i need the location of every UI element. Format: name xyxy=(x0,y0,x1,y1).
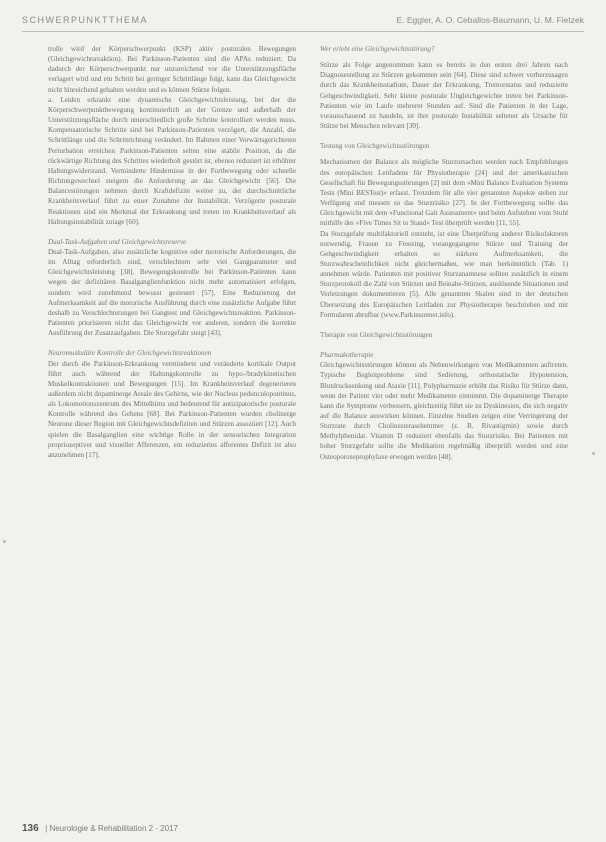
spacer xyxy=(320,340,568,350)
scan-speck xyxy=(592,452,595,455)
spacer xyxy=(48,227,296,237)
running-authors: E. Eggler, A. O. Ceballos-Baumann, U. M. Fietzek xyxy=(396,15,584,25)
page-footer xyxy=(22,818,178,836)
right-column xyxy=(320,44,568,462)
journal-citation: | Neurologie & Rehabilitation 2 · 2017 xyxy=(45,824,178,833)
page-number: 136 xyxy=(22,823,39,834)
scan-speck xyxy=(3,540,6,543)
section-tag: SCHWERPUNKTTHEMA xyxy=(22,15,149,25)
body-paragraph: Da Sturzgefahr multifaktoriell entsteht, ist eine Überprüfung anderer Risikofaktoren notwendig, Frauen zu Freezing, vorangegangene Stürze und Training der Gehgeschwindigkeit erhalten so stärkere Aufmerksamkeit, die Sturzwahrscheinlichkeit nicht gleichermaßen, wie man herkömmlich (Tab. 1) annehmen würde. Patienten mit positiver Sturzanamnese sollten zusätzlich in einem Sturzprotokoll die Zahl von Stürzen und Beinahe-Stürzen, auslösende Situationen und Verletzungen dokumentieren [5]. Alle genannten Skalen sind in der deutschen Übersetzung des Europäischen Leitfaden zur Physiotherapie beschrieben und mit Formularen abrufbar (www.Parkinsonnet.info). xyxy=(320,229,568,319)
spacer xyxy=(48,338,296,348)
subheading: Wer erlebt eine Gleichgewichtsstörung? xyxy=(320,45,435,53)
spacer xyxy=(320,320,568,330)
body-paragraph: trolle wird der Körperschwerpunkt (KSP) aktiv posturalen Bewegungen (Gleichgewichtsreaktion). Bei Parkinson-Patienten sind die APAs reduziert. Da dadurch der Körperschwerpunkt nur unzureichend vor die Unterstützungsfläche verlagert wird und ein Schritt bei geringer Schrittlänge folgt, kann das Gleichgewicht nicht hinreichend gehalten werden und es können Stürze folgen. xyxy=(48,45,296,94)
subheading: Neuromuskuläre Kontrolle der Gleichgewichtsreaktionen xyxy=(48,349,212,358)
subheading: Pharmakotherapie xyxy=(320,351,374,360)
body-paragraph: Gleichgewichtsstörungen können als Nebenwirkungen von Medikamenten auftreten. Typische Begleitprobleme sind Sedierung, orthostatische Hypotension, Blutdrucksenkung und Ataxie [11]. Polypharmazie erhöht das Risiko für Stürze dann, wenn der Patient vier oder mehr Medikamente einnimmt. Die dopaminerge Therapie kann die Symptome verbessern, gleichzeitig führt sie zu Dyskinesien, die sich negativ auf die Balance auswirken können. Einzelne Studien zeigen eine Verringerung der Sturzrate durch Cholinesterasehemmer (z. B. Rivastigmin) sowie durch Methylphenidat. Vitamin D reduziert ebenfalls das Sturzrisiko. Bei Patienten mit hoher Sturzgefahr sollte die Medikation regelmäßig überprüft werden und eine Osteoporoseprophylaxe erwogen werden [48]. xyxy=(320,361,568,461)
section-heading: Testung von Gleichgewichtsstörungen xyxy=(320,142,430,151)
body-paragraph: Dual-Task-Aufgaben, also zusätzliche kognitive oder motorische Anforderungen, die im Alltag erforderlich sind, verschlechtern sehr viel Gangparameter und Gleichgewichtsleistung [38]. Bewegungskontrolle bei Parkinson-Patienten kann wegen der defizitären Basalganglienfunktion nicht mehr automatisiert erfolgen, sondern wird zunehmend bewusst gesteuert [57]. Eine Reduzierung der Aufmerksamkeit auf die motorische Ausführung durch eine zusätzliche Aufgabe führt deshalb zu Verschlechterungen bei Gangtest und Gleichgewichtsreaktion. Parkinson-Patienten priorisieren nicht das Gleichgewicht vor anderen, sondern die korrekte Ausführung der Zusatzaufgaben. Die Sturzgefahr steigt [43]. xyxy=(48,247,296,338)
body-paragraph: Der durch die Parkinson-Erkrankung verminderte und veränderte kortikale Output führt auch während der Haltungskontrolle zu hypo-/bradykinetischen Muskelkontraktionen und Bewegungen [15]. Im Krankheitsverlauf degenerieren außerdem nicht dopaminerge Areale des Gehirns, wie der Nucleus pedunculopontinus, als Lokomotionszentrum des Mittelhirns und bedeutend für antizipatorische posturale Kontrolle während des Gehens [68]. Bei Parkinson-Patienten wurden cholinerge Neurone dieser Region mit Gleichgewichtsdefiziten und Stürzen assoziiert [12]. Auch spielen die Basalganglien eine wichtige Rolle in der sensorischen Integration propriozeptiver und visueller Afferenzen, ein reduziertes afferentes Defizit ist also anzunehmen [17]. xyxy=(48,359,296,459)
body-paragraph: a. Leiden erkrankt eine dynamische Gleichgewichtsleistung, bei der die Körperschwerpunktbewegung kontinuierlich an der Grenze und außerhalb der Unterstützungsfläche durch unterschiedlich große Schritte kontrolliert werden muss. Kompensatorische Schritte sind bei Parkinson-Patienten verzögert, die Anzahl, die Schrittlänge und die Schrittrichtung verändert. Im Rahmen einer Vorwärtsgerichteten Perturbation erreichen Parkinson-Patienten selten eine stabile Position, da die rückwärtige Richtung des Schrittes wiederholt gestört ist, ebenso reduziert ist erhöhter Haltungswiderstand. Verminderte Hindernisse in der Fortbewegung oder schnelle Richtungswechsel steigern die Anforderung an das Gleichgewicht [56]. Die Balancestörungen nehmen durch Kraftdefizite weiter zu, der durchschnittliche Krankheitsverlauf führt zu einer Zunahme der Instabilität. Verzögerte posturale Reaktionen sind ein Merkmal der Erkrankung und treten im Krankheitsverlauf als Haltungsinstabilität zutage [60]. xyxy=(48,95,296,226)
running-header xyxy=(22,15,584,29)
spacer xyxy=(320,131,568,141)
subheading: Dual-Task-Aufgaben und Gleichgewichtsreserve xyxy=(48,237,187,246)
section-heading: Therapie von Gleichgewichtsstörungen xyxy=(320,330,433,339)
body-paragraph: Mechanismen der Balance als mögliche Sturzursachen werden nach Empfehlungen des europäischen Leitfadens für Physiotherapie [24] und der amerikanischen Gesellschaft für Bewegungsstörungen [2] mit dem »Mini Balance Evaluation Systems Tests (Mini BESTest)« erfasst. Trotzdem für alle vier genannten Aspekte stehen zur Verfügung und messen so das Sturzrisiko [27]. In der Fortbewegung sollte das Gleichgewicht mit dem »Functional Gait Assessment« und beim Aufstehen vom Stuhl mithilfe des »Five Times Sit to Stand« Test überprüft werden [11, 55]. xyxy=(320,158,568,228)
body-paragraph: Stürze als Folge angenommen kann es bereits in den ersten drei Jahren nach Diagnosestellung zu Stürzen gekommen sein [64]. Diese sind schwer vorherzusagen durch das Krankheitsstadium, Dauer der Erkrankung, Tremorstatus und reduzierte Gehgeschwindigkeit. Sehr kleine posturale Ungleichgewichte treten bei Parkinson-Patienten wie im Laufe mehrerer Stunden auf. Sind die Patienten in der Lage, vorausschauend zu handeln, ist ihre posturale Instabilität seltener als Ursache für Stürze bei Menschen relevant [30]. xyxy=(320,61,568,131)
left-column xyxy=(48,44,296,460)
header-rule xyxy=(22,31,584,32)
